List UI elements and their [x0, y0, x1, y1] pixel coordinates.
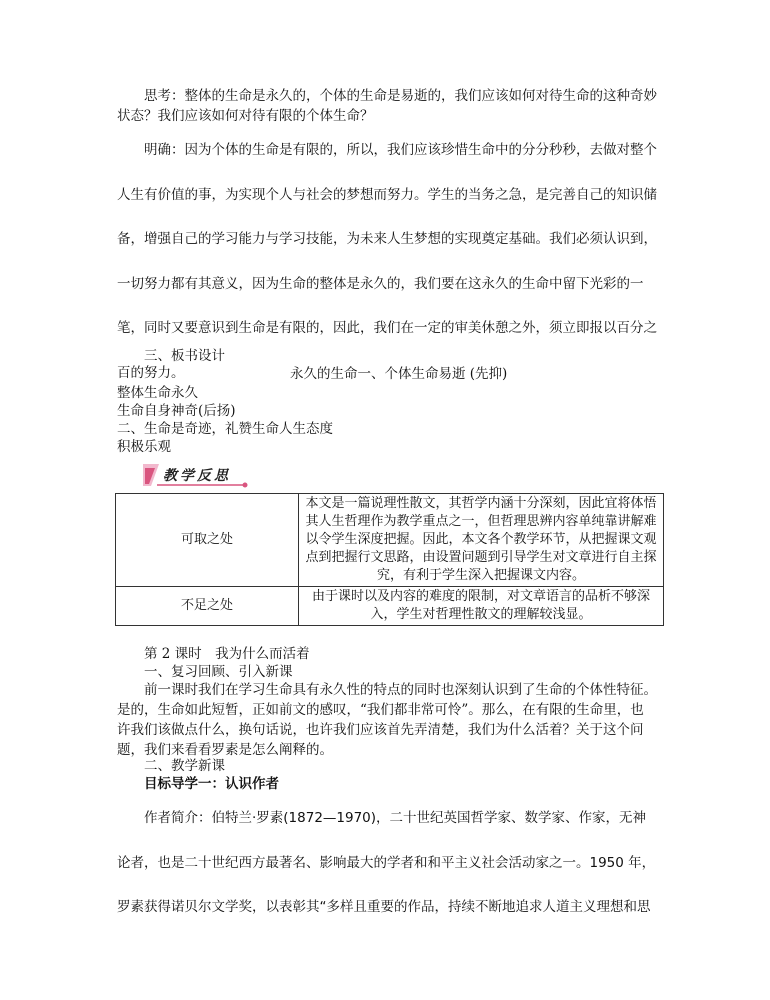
clarify-label: 明确：	[144, 142, 185, 158]
reflection-table	[115, 493, 664, 626]
table-row	[116, 587, 664, 626]
lesson2-section-1: 一、复习回顾、引入新课	[144, 664, 293, 680]
row-label: 可取之处	[116, 494, 299, 587]
lesson2-intro: 前一课时我们在学习生命具有永久性的特点的同时也深刻认识到了生命的个体性特征。是的，生命如此短暂，正如前文的感叹，“我们都非常可怜”。那么，在有限的生命里，也许我们该做点什么，换句话说，也许我们应该首先弄清楚，我们为什么活着？关于这个问题，我们来看看罗素是怎么阐释的。	[117, 682, 657, 758]
board-heading: 三、板书设计	[144, 348, 225, 364]
author-label: 作者简介：	[144, 810, 212, 826]
clarify-text: 因为个体的生命是有限的，所以，我们应该珍惜生命中的分分秒秒，去做对整个人生有价值的事，为实现个人与社会的梦想而努力。学生的当务之急，是完善自己的知识储备，增强自己的学习能力与学习技能，为未来人生梦想的实现奠定基础。我们必须认识到，一切努力都有其意义，因为生命的整体是永久的，我们要在这永久的生命中留下光彩的一笔，同时又要意识到生命是有限的，因此，我们在一定的审美休憩之外，须立即报以百分之百的努力。	[117, 142, 657, 381]
lesson2-section-2: 二、教学新课	[144, 758, 225, 774]
board-line-1: 永久的生命一、个体生命易逝 (先抑)	[290, 366, 508, 382]
board-line-4: 二、生命是奇迹，礼赞生命人生态度	[117, 421, 333, 437]
row-text: 本文是一篇说理性散文，其哲学内涵十分深刻，因此宜将体悟其人生哲理作为教学重点之一，但哲理思辨内容单纯靠讲解难以令学生深度把握。因此，本文各个教学环节，从把握课文观点到把握行文思路，由设置问题到引导学生对文章进行自主探究，有利于学生深入把握课文内容。	[299, 494, 664, 587]
lesson2-title: 第 2 课时 我为什么而活着	[144, 646, 310, 662]
board-line-5: 积极乐观	[117, 439, 171, 455]
table-row	[116, 494, 664, 587]
think-paragraph: 思考：整体的生命是永久的，个体的生命是易逝的，我们应该如何对待生命的这种奇妙状态？我们应该如何对待有限的个体生命？	[117, 88, 657, 124]
reflection-banner	[141, 462, 251, 488]
goal-heading: 目标导学一：认识作者	[144, 776, 279, 792]
author-text: 伯特兰·罗素(1872—1970)，二十世纪英国哲学家、数学家、作家，无神论者，也是二十世纪西方最著名、影响最大的学者和和平主义社会活动家之一。1950 年，罗素获得诺贝尔文学奖，以表彰其“多样且重要的作品，持续不断地追求人道主义理想和思	[117, 810, 656, 915]
reflection-banner-title: 教学反思	[163, 468, 231, 484]
board-line-3: 生命自身神奇(后扬)	[117, 403, 236, 419]
row-text: 由于课时以及内容的难度的限制，对文章语言的品析不够深入，学生对哲理性散文的理解较浅显。	[299, 587, 664, 626]
row-label: 不足之处	[116, 587, 299, 626]
board-line-2: 整体生命永久	[117, 385, 198, 401]
author-paragraph	[117, 796, 657, 930]
